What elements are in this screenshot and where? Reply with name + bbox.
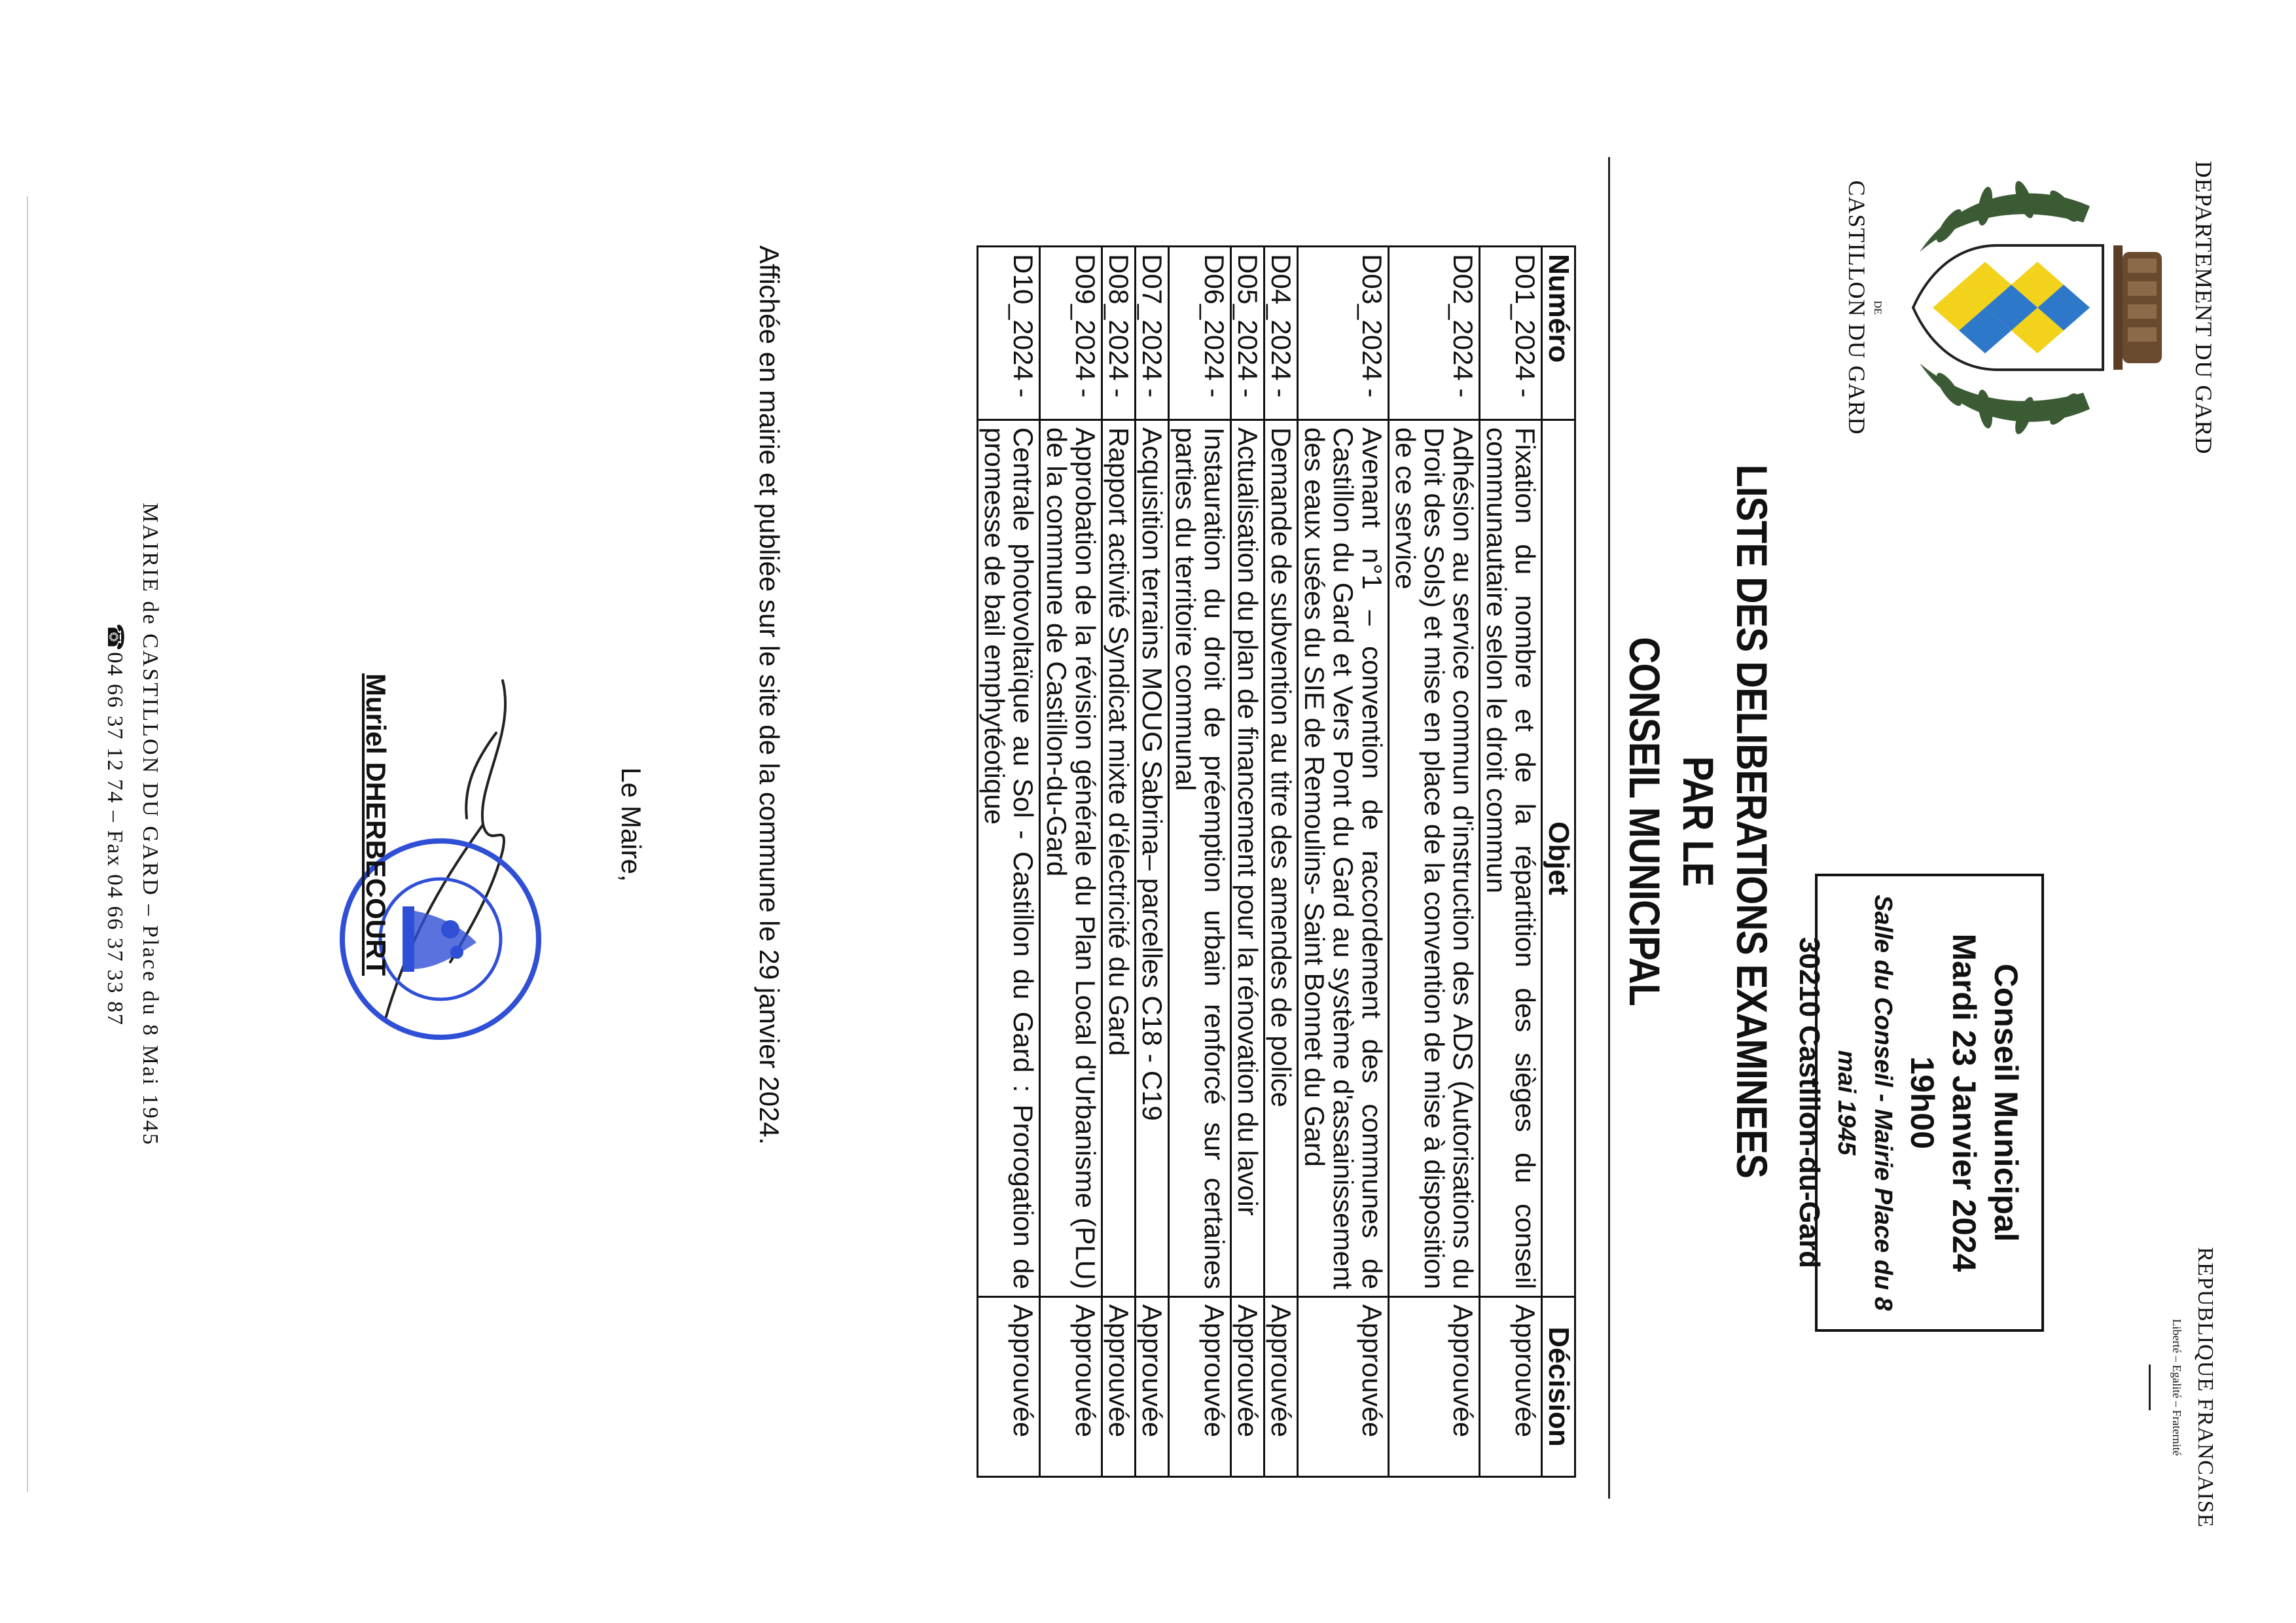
meeting-date: Mardi 23 Janvier 2024 bbox=[1946, 933, 1982, 1272]
posting-note: Affichée en mairie et publiée sur le site de la commune le 29 janvier 2024. bbox=[754, 245, 785, 1145]
meeting-place: Salle du Conseil - Mairie Place du 8 mai 1945 bbox=[1833, 895, 1897, 1311]
row-decision: Approuvée bbox=[1040, 1297, 1102, 1477]
row-objet: Actualisation du plan de financement pour la rénovation du lavoir bbox=[1231, 420, 1265, 1297]
row-decision: Approuvée bbox=[1102, 1297, 1136, 1477]
table-row bbox=[1389, 247, 1480, 1477]
meeting-hour: 19h00 bbox=[1904, 1056, 1941, 1149]
table-row bbox=[978, 247, 1040, 1477]
row-numero: D05_2024 - bbox=[1231, 247, 1265, 420]
row-objet: Rapport activité Syndicat mixte d'électricité du Gard bbox=[1102, 420, 1136, 1297]
table-row bbox=[1231, 247, 1265, 1477]
table-row bbox=[1040, 247, 1102, 1477]
row-objet: Instauration du droit de préemption urbain renforcé sur certaines parties du territoire communal bbox=[1169, 420, 1231, 1297]
title-divider bbox=[1608, 157, 1610, 1499]
table-row bbox=[1102, 247, 1136, 1477]
row-decision: Approuvée bbox=[1265, 1297, 1298, 1477]
commune-name: CASTILLON DU GARD bbox=[1844, 180, 1870, 435]
divider bbox=[2149, 1364, 2151, 1410]
row-decision: Approuvée bbox=[1298, 1297, 1389, 1477]
mairie-phone: ☎04 66 37 12 74 – Fax 04 66 37 33 87 bbox=[103, 623, 127, 1026]
table-row bbox=[1136, 247, 1169, 1477]
document-title-line2: CONSEIL MUNICIPAL bbox=[1621, 637, 1669, 1006]
mairie-address: MAIRIE de CASTILLON DU GARD – Place du 8 Mai 1945 bbox=[138, 503, 162, 1147]
row-numero: D08_2024 - bbox=[1102, 247, 1136, 420]
department-label: DEPARTEMENT DU GARD bbox=[2191, 160, 2217, 455]
document-title bbox=[1618, 430, 1779, 1212]
table-row bbox=[1265, 247, 1298, 1477]
row-numero: D10_2024 - bbox=[978, 247, 1040, 420]
meeting-info-box bbox=[1793, 874, 2044, 1332]
row-decision: Approuvée bbox=[1389, 1297, 1480, 1477]
header-objet: Objet bbox=[1542, 420, 1575, 1297]
row-decision: Approuvée bbox=[1231, 1297, 1265, 1477]
row-objet: Adhésion au service commun d'instruction des ADS (Autorisations du Droit des Sols) et mise en place de la convention de mise à disposition de ce service bbox=[1389, 420, 1480, 1297]
row-decision: Approuvée bbox=[1169, 1297, 1231, 1477]
scan-edge bbox=[27, 196, 28, 1492]
table-row bbox=[1169, 247, 1231, 1477]
row-objet: Avenant n°1 – convention de raccordement des communes de Castillon du Gard et Vers Pont du Gard au système d'assainissement des eaux usées du SIE de Remoulins- Saint Bonnet du Gard bbox=[1298, 420, 1389, 1297]
row-objet: Fixation du nombre et de la répartition des sièges du conseil communautaire selon le droit commun bbox=[1480, 420, 1542, 1297]
row-numero: D09_2024 - bbox=[1040, 247, 1102, 420]
row-numero: D06_2024 - bbox=[1169, 247, 1231, 420]
row-decision: Approuvée bbox=[1136, 1297, 1169, 1477]
table-row bbox=[1480, 247, 1542, 1477]
row-decision: Approuvée bbox=[978, 1297, 1040, 1477]
document-title-line1: LISTE DES DELIBERATIONS EXAMINEES PAR LE bbox=[1674, 464, 1776, 1179]
republic-motto: Liberté – Egalité – Fraternité bbox=[2170, 1319, 2183, 1456]
crown-icon bbox=[2113, 245, 2162, 370]
row-objet: Approbation de la révision générale du Plan Local d'Urbanisme (PLU) de la commune de Castillon-du-Gard bbox=[1040, 420, 1102, 1297]
meeting-city: 30210 Castillon-du-Gard bbox=[1793, 936, 1825, 1269]
row-objet: Acquisition terrains MOUG Sabrina– parcelles C18 - C19 bbox=[1136, 420, 1169, 1297]
republic-title: REPUBLIQUE FRANCAISE bbox=[2193, 1247, 2217, 1528]
header-decision: Décision bbox=[1542, 1297, 1575, 1477]
table-header-row bbox=[1542, 247, 1575, 1477]
row-numero: D03_2024 - bbox=[1298, 247, 1389, 420]
row-objet: Demande de subvention au titre des amendes de police bbox=[1265, 420, 1298, 1297]
row-objet: Centrale photovoltaïque au Sol - Castillon du Gard : Prorogation de promesse de bail emphytéotique bbox=[978, 420, 1040, 1297]
row-numero: D04_2024 - bbox=[1265, 247, 1298, 420]
row-numero: D07_2024 - bbox=[1136, 247, 1169, 420]
row-decision: Approuvée bbox=[1480, 1297, 1542, 1477]
coat-of-arms-icon bbox=[1887, 154, 2175, 461]
header-numero: Numéro bbox=[1542, 247, 1575, 420]
commune-prefix: DE bbox=[1872, 300, 1883, 315]
table-row bbox=[1298, 247, 1389, 1477]
meeting-title: Conseil Municipal bbox=[1988, 963, 2024, 1242]
row-numero: D02_2024 - bbox=[1389, 247, 1480, 420]
row-numero: D01_2024 - bbox=[1480, 247, 1542, 420]
decisions-table bbox=[977, 245, 1576, 1478]
mayor-label: Le Maire, bbox=[616, 767, 647, 882]
mayor-name: Muriel DHERBECOURT bbox=[361, 673, 391, 976]
